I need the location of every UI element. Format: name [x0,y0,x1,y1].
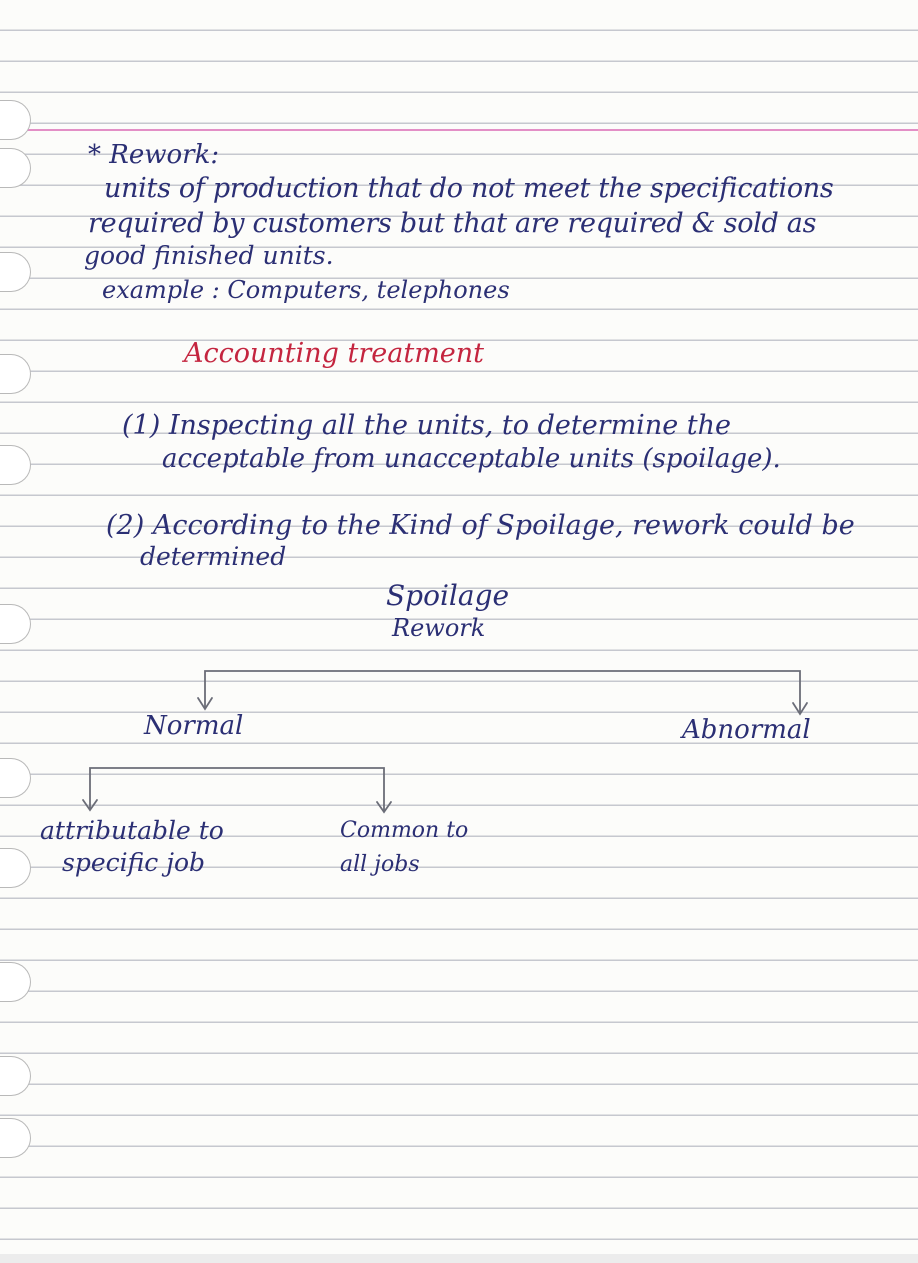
spoilage-label: Spoilage [386,579,510,612]
definition-line: required by customers but that are required & sold as [88,208,817,239]
rework-label: Rework [392,614,486,642]
abnormal-label: Abnormal [682,715,811,745]
definition-line: good finished units. [84,241,334,270]
specific-job-label: attributable to [40,816,224,845]
accounting-treatment-title: Accounting treatment [184,338,485,369]
page-bottom-edge [0,1254,918,1263]
normal-connector [90,768,384,810]
definition-line: units of production that do not meet the specifications [104,173,834,204]
root-connector [205,671,800,712]
example-line: example : Computers, telephones [102,276,510,304]
step-one-line: acceptable from unacceptable units (spoilage). [162,444,781,474]
step-one-line: (1) Inspecting all the units, to determine the [122,410,731,441]
step-two-line: (2) According to the Kind of Spoilage, rework could be [106,510,855,541]
step-two-line: determined [140,542,287,571]
common-jobs-label: Common to [340,818,469,843]
rework-heading: * Rework: [88,140,220,170]
specific-job-label: specific job [62,848,206,877]
common-jobs-label: all jobs [340,852,420,877]
normal-label: Normal [144,711,244,741]
